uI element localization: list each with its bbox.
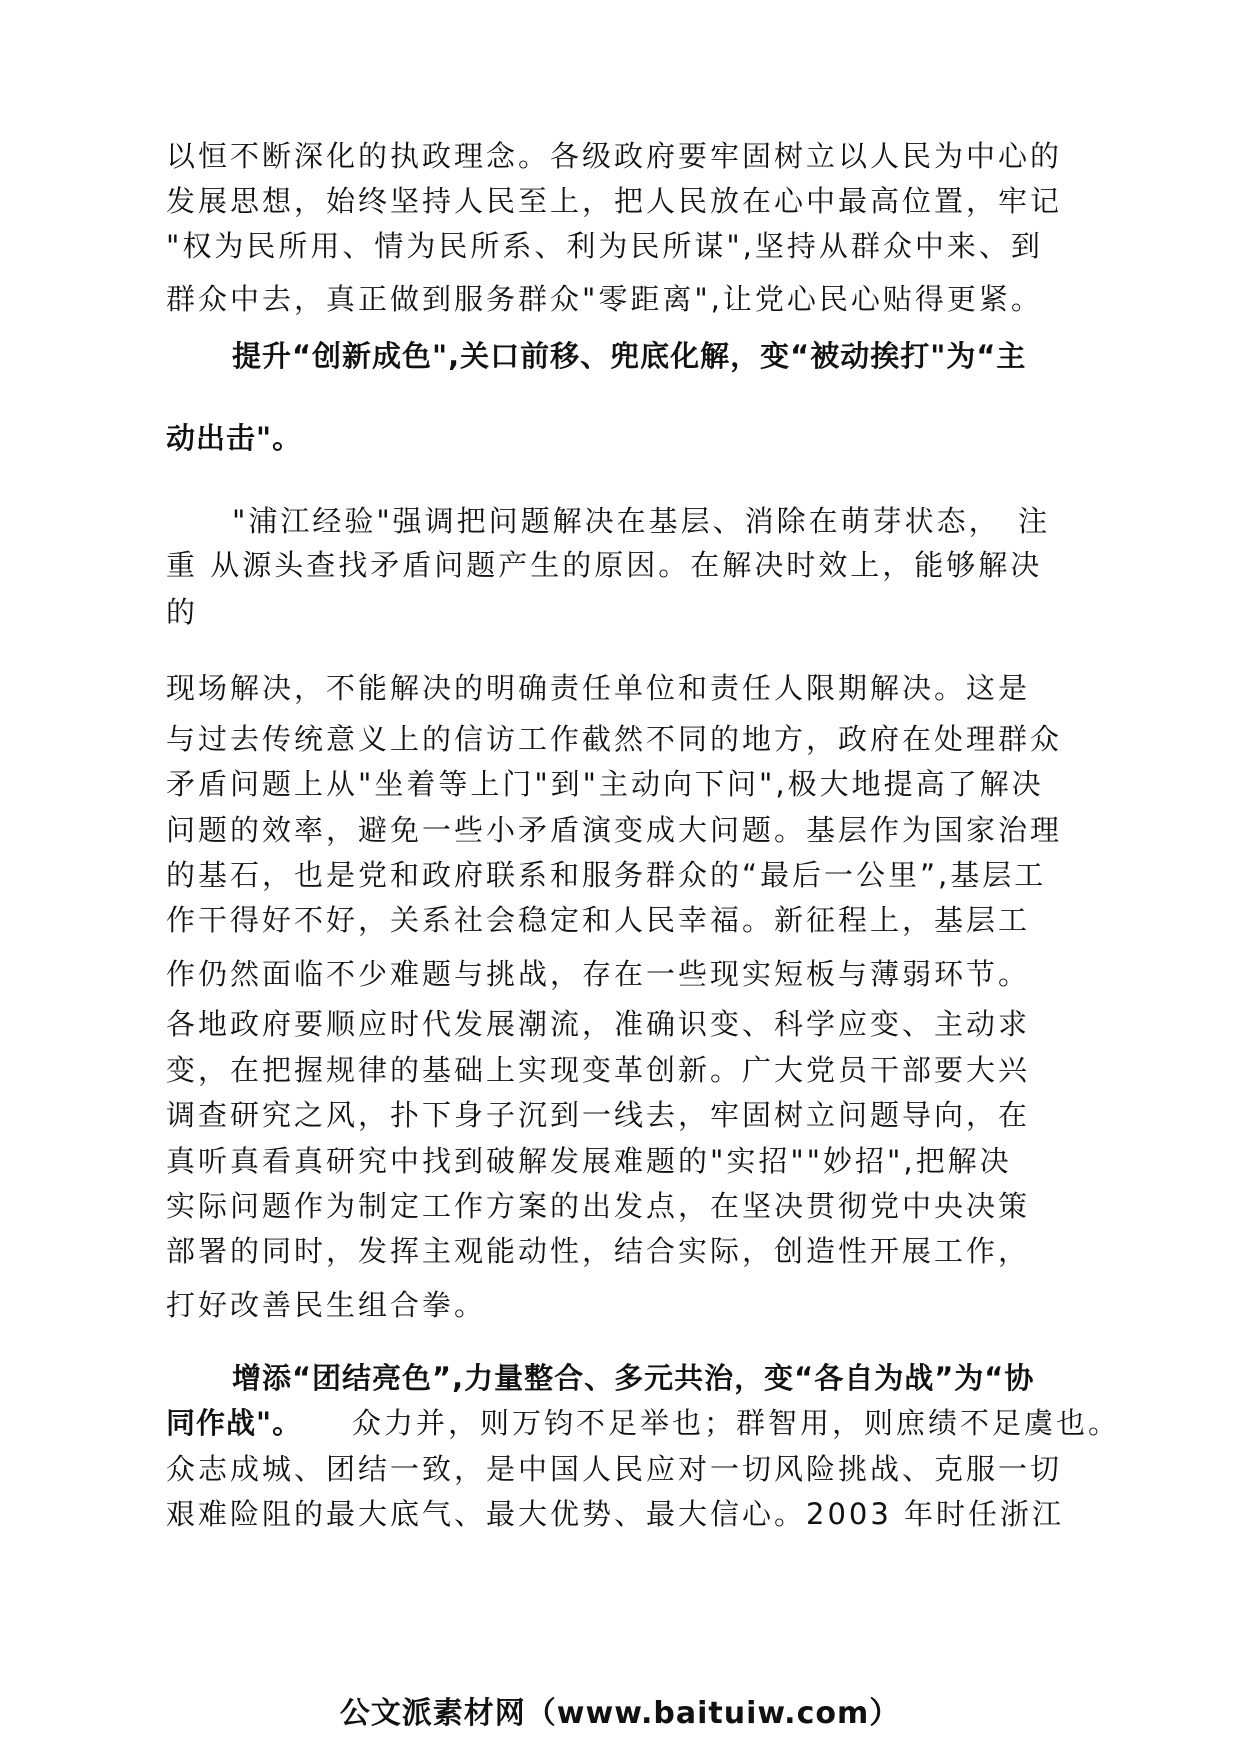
body-text-line: 众志成城、团结一致，是中国人民应对一切风险挑战、克服一切 <box>166 1452 1063 1486</box>
body-text-line: 与过去传统意义上的信访工作截然不同的地方，政府在处理群众 <box>166 722 1063 756</box>
body-text-line: 调查研究之风，扑下身子沉到一线去，牢固树立问题导向，在 <box>166 1098 1031 1132</box>
body-text-line: 群众中去，真正做到服务群众"零距离",让党心民心贴得更紧。 <box>166 282 1043 316</box>
body-text-line: "权为民所用、情为民所系、利为民所谋",坚持从群众中来、到 <box>166 229 1043 263</box>
body-text-line: 众力并，则万钧不足举也；群智用，则庶绩不足虞也。 <box>320 1406 1121 1440</box>
body-text-line: 部署的同时，发挥主观能动性，结合实际，创造性开展工作， <box>166 1234 1031 1268</box>
section-heading-line: 提升“创新成色",关口前移、兜底化解，变“被动挨打"为“主 <box>232 339 1027 373</box>
body-text-line: 真听真看真研究中找到破解发展难题的"实招""妙招",把解决 <box>166 1144 1012 1178</box>
body-text-line: 现场解决，不能解决的明确责任单位和责任人限期解决。这是 <box>166 671 1031 705</box>
section-heading-line: 同作战"。 <box>166 1406 303 1440</box>
body-text-line: 的 <box>166 595 199 629</box>
body-text-line: 打好改善民生组合拳。 <box>166 1288 487 1322</box>
body-text-line: 各地政府要顺应时代发展潮流，准确识变、科学应变、主动求 <box>166 1007 1031 1041</box>
body-text-line: 重 从源头查找矛盾问题产生的原因。在解决时效上，能够解决 <box>166 548 1043 582</box>
body-text-line: 矛盾问题上从"坐着等上门"到"主动向下问",极大地提高了解决 <box>166 767 1044 801</box>
body-text-line: 问题的效率，避免一些小矛盾演变成大问题。基层作为国家治理 <box>166 813 1063 847</box>
body-text-line: 作干得好不好，关系社会稳定和人民幸福。新征程上，基层工 <box>166 903 1031 937</box>
body-text-line: 作仍然面临不少难题与挑战，存在一些现实短板与薄弱环节。 <box>166 957 1031 991</box>
body-text-line: 发展思想，始终坚持人民至上，把人民放在心中最高位置，牢记 <box>166 184 1063 218</box>
body-text-line: 的基石，也是党和政府联系和服务群众的“最后一公里”,基层工 <box>166 858 1047 892</box>
body-text-line: 变，在把握规律的基础上实现变革创新。广大党员干部要大兴 <box>166 1053 1031 1087</box>
body-text-line: 以恒不断深化的执政理念。各级政府要牢固树立以人民为中心的 <box>166 139 1063 173</box>
body-text-line: "浦江经验"强调把问题解决在基层、消除在萌芽状态， 注 <box>232 504 1051 538</box>
body-text-line: 艰难险阻的最大底气、最大优势、最大信心。2003 年时任浙江 <box>166 1497 1065 1531</box>
section-heading-line: 动出击"。 <box>166 421 303 455</box>
body-text-line: 实际问题作为制定工作方案的出发点，在坚决贯彻党中央决策 <box>166 1189 1031 1223</box>
section-heading-line: 增添“团结亮色”,力量整合、多元共治，变“各自为战”为“协 <box>232 1361 1035 1395</box>
page-footer: 公文派素材网（www.baituiw.com） <box>339 1696 901 1731</box>
